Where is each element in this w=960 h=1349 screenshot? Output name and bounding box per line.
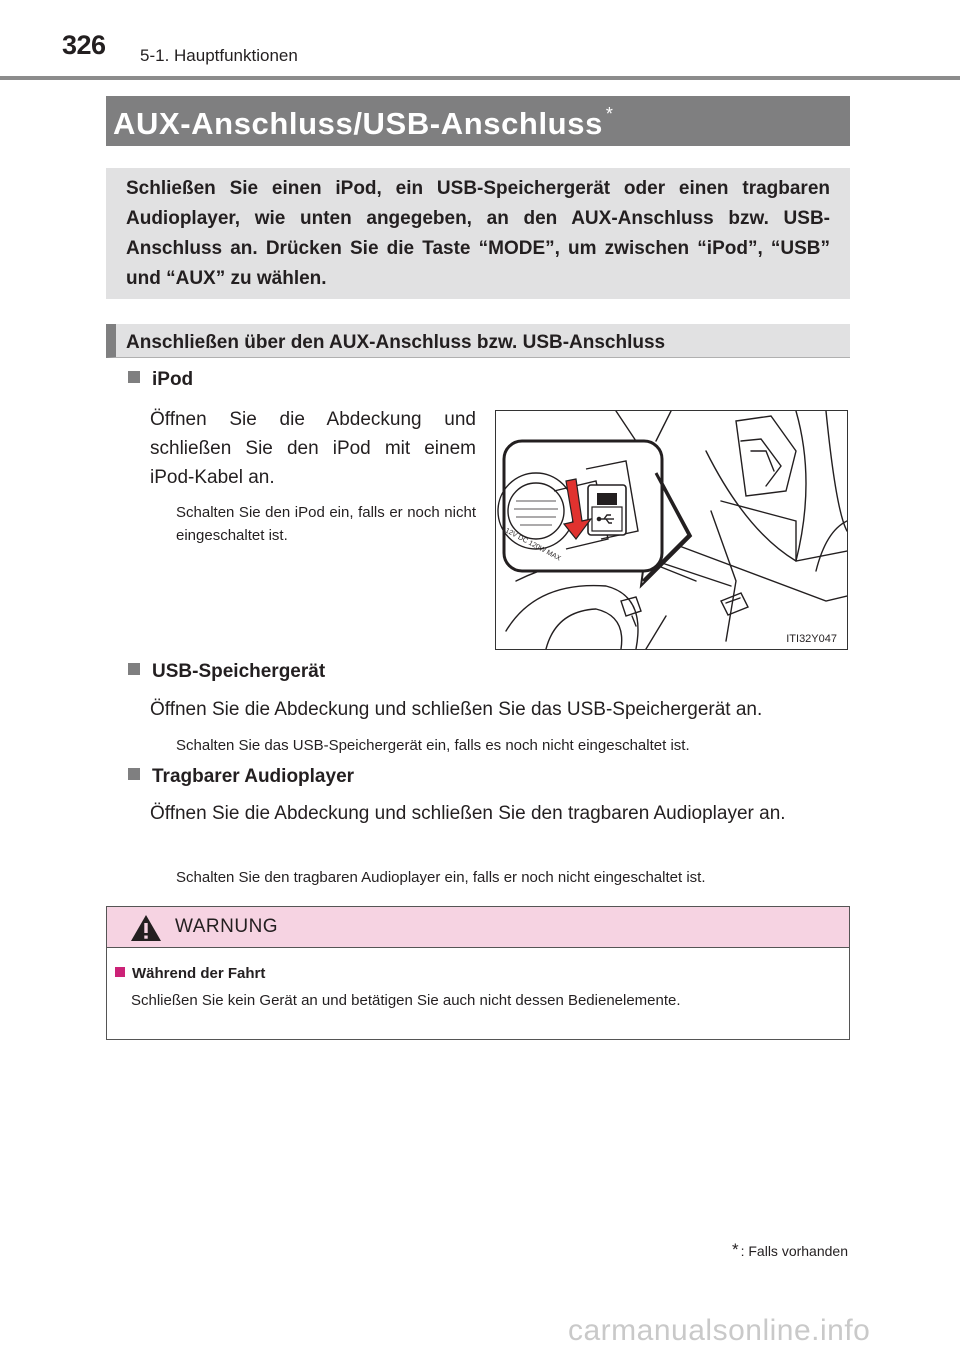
optional-marker: * (605, 104, 614, 124)
footnote-text: : Falls vorhanden (740, 1243, 848, 1259)
figure-code: ITI32Y047 (786, 633, 837, 645)
item-body-audioplayer: Öffnen Sie die Abdeckung und schließen Sie den tragbaren Audioplayer an. (150, 803, 786, 824)
square-bullet-icon (128, 663, 140, 675)
warning-subheading-text: Während der Fahrt (132, 965, 266, 982)
console-usb-port-drawing (496, 411, 847, 649)
warning-box (106, 906, 850, 1040)
intro-text: Schließen Sie einen iPod, ein USB-Speichergerät oder einen tragbaren Audioplayer, wie unten angegeben, an den AUX-Anschluss bzw. USB-Anschluss an. Drücken Sie die Taste “MODE”, um zwischen “iPod”, “USB” und “AUX” zu wählen. (126, 178, 830, 289)
item-note-audioplayer: Schalten Sie den tragbaren Audioplayer ein, falls er noch nicht eingeschaltet ist. (176, 869, 706, 886)
page-title (113, 104, 614, 142)
square-bullet-icon (128, 371, 140, 383)
socket-label: 12V DC 120W MAX (503, 527, 562, 563)
section-title: Anschließen über den AUX-Anschluss bzw. USB-Anschluss (126, 332, 666, 353)
item-heading-audioplayer (128, 766, 354, 788)
intro-box (106, 168, 850, 299)
item-heading-text: iPod (152, 369, 194, 390)
warning-label: WARNUNG (175, 916, 279, 937)
watermark: carmanualsonline.info (568, 1314, 871, 1347)
page-title-text: AUX-Anschluss/USB-Anschluss (113, 106, 603, 141)
footnote (732, 1240, 848, 1260)
warning-header (107, 907, 849, 948)
square-bullet-icon (115, 967, 125, 977)
header-divider (0, 76, 960, 80)
warning-triangle-icon (129, 913, 163, 943)
item-body-usb: Öffnen Sie die Abdeckung und schließen Sie das USB-Speichergerät an. (150, 699, 763, 720)
item-note-ipod: Schalten Sie den iPod ein, falls er noch nicht eingeschaltet ist. (176, 504, 476, 544)
square-bullet-icon (128, 768, 140, 780)
console-illustration (495, 410, 848, 650)
item-heading-usb (128, 661, 325, 683)
page-number: 326 (62, 30, 106, 60)
item-note-usb: Schalten Sie das USB-Speichergerät ein, falls es noch nicht eingeschaltet ist. (176, 737, 690, 754)
chapter-label: 5-1. Hauptfunktionen (140, 46, 298, 65)
item-heading-text: USB-Speichergerät (152, 661, 326, 682)
item-body-ipod: Öffnen Sie die Abdeckung und schließen Sie den iPod mit einem iPod-Kabel an. (150, 409, 476, 488)
warning-text: Schließen Sie kein Gerät an und betätigen Sie auch nicht dessen Bedienelemente. (131, 992, 681, 1009)
item-heading-text: Tragbarer Audioplayer (152, 766, 355, 787)
item-heading-ipod (128, 369, 193, 391)
warning-subheading (115, 965, 265, 982)
asterisk-icon: * (731, 1240, 739, 1259)
